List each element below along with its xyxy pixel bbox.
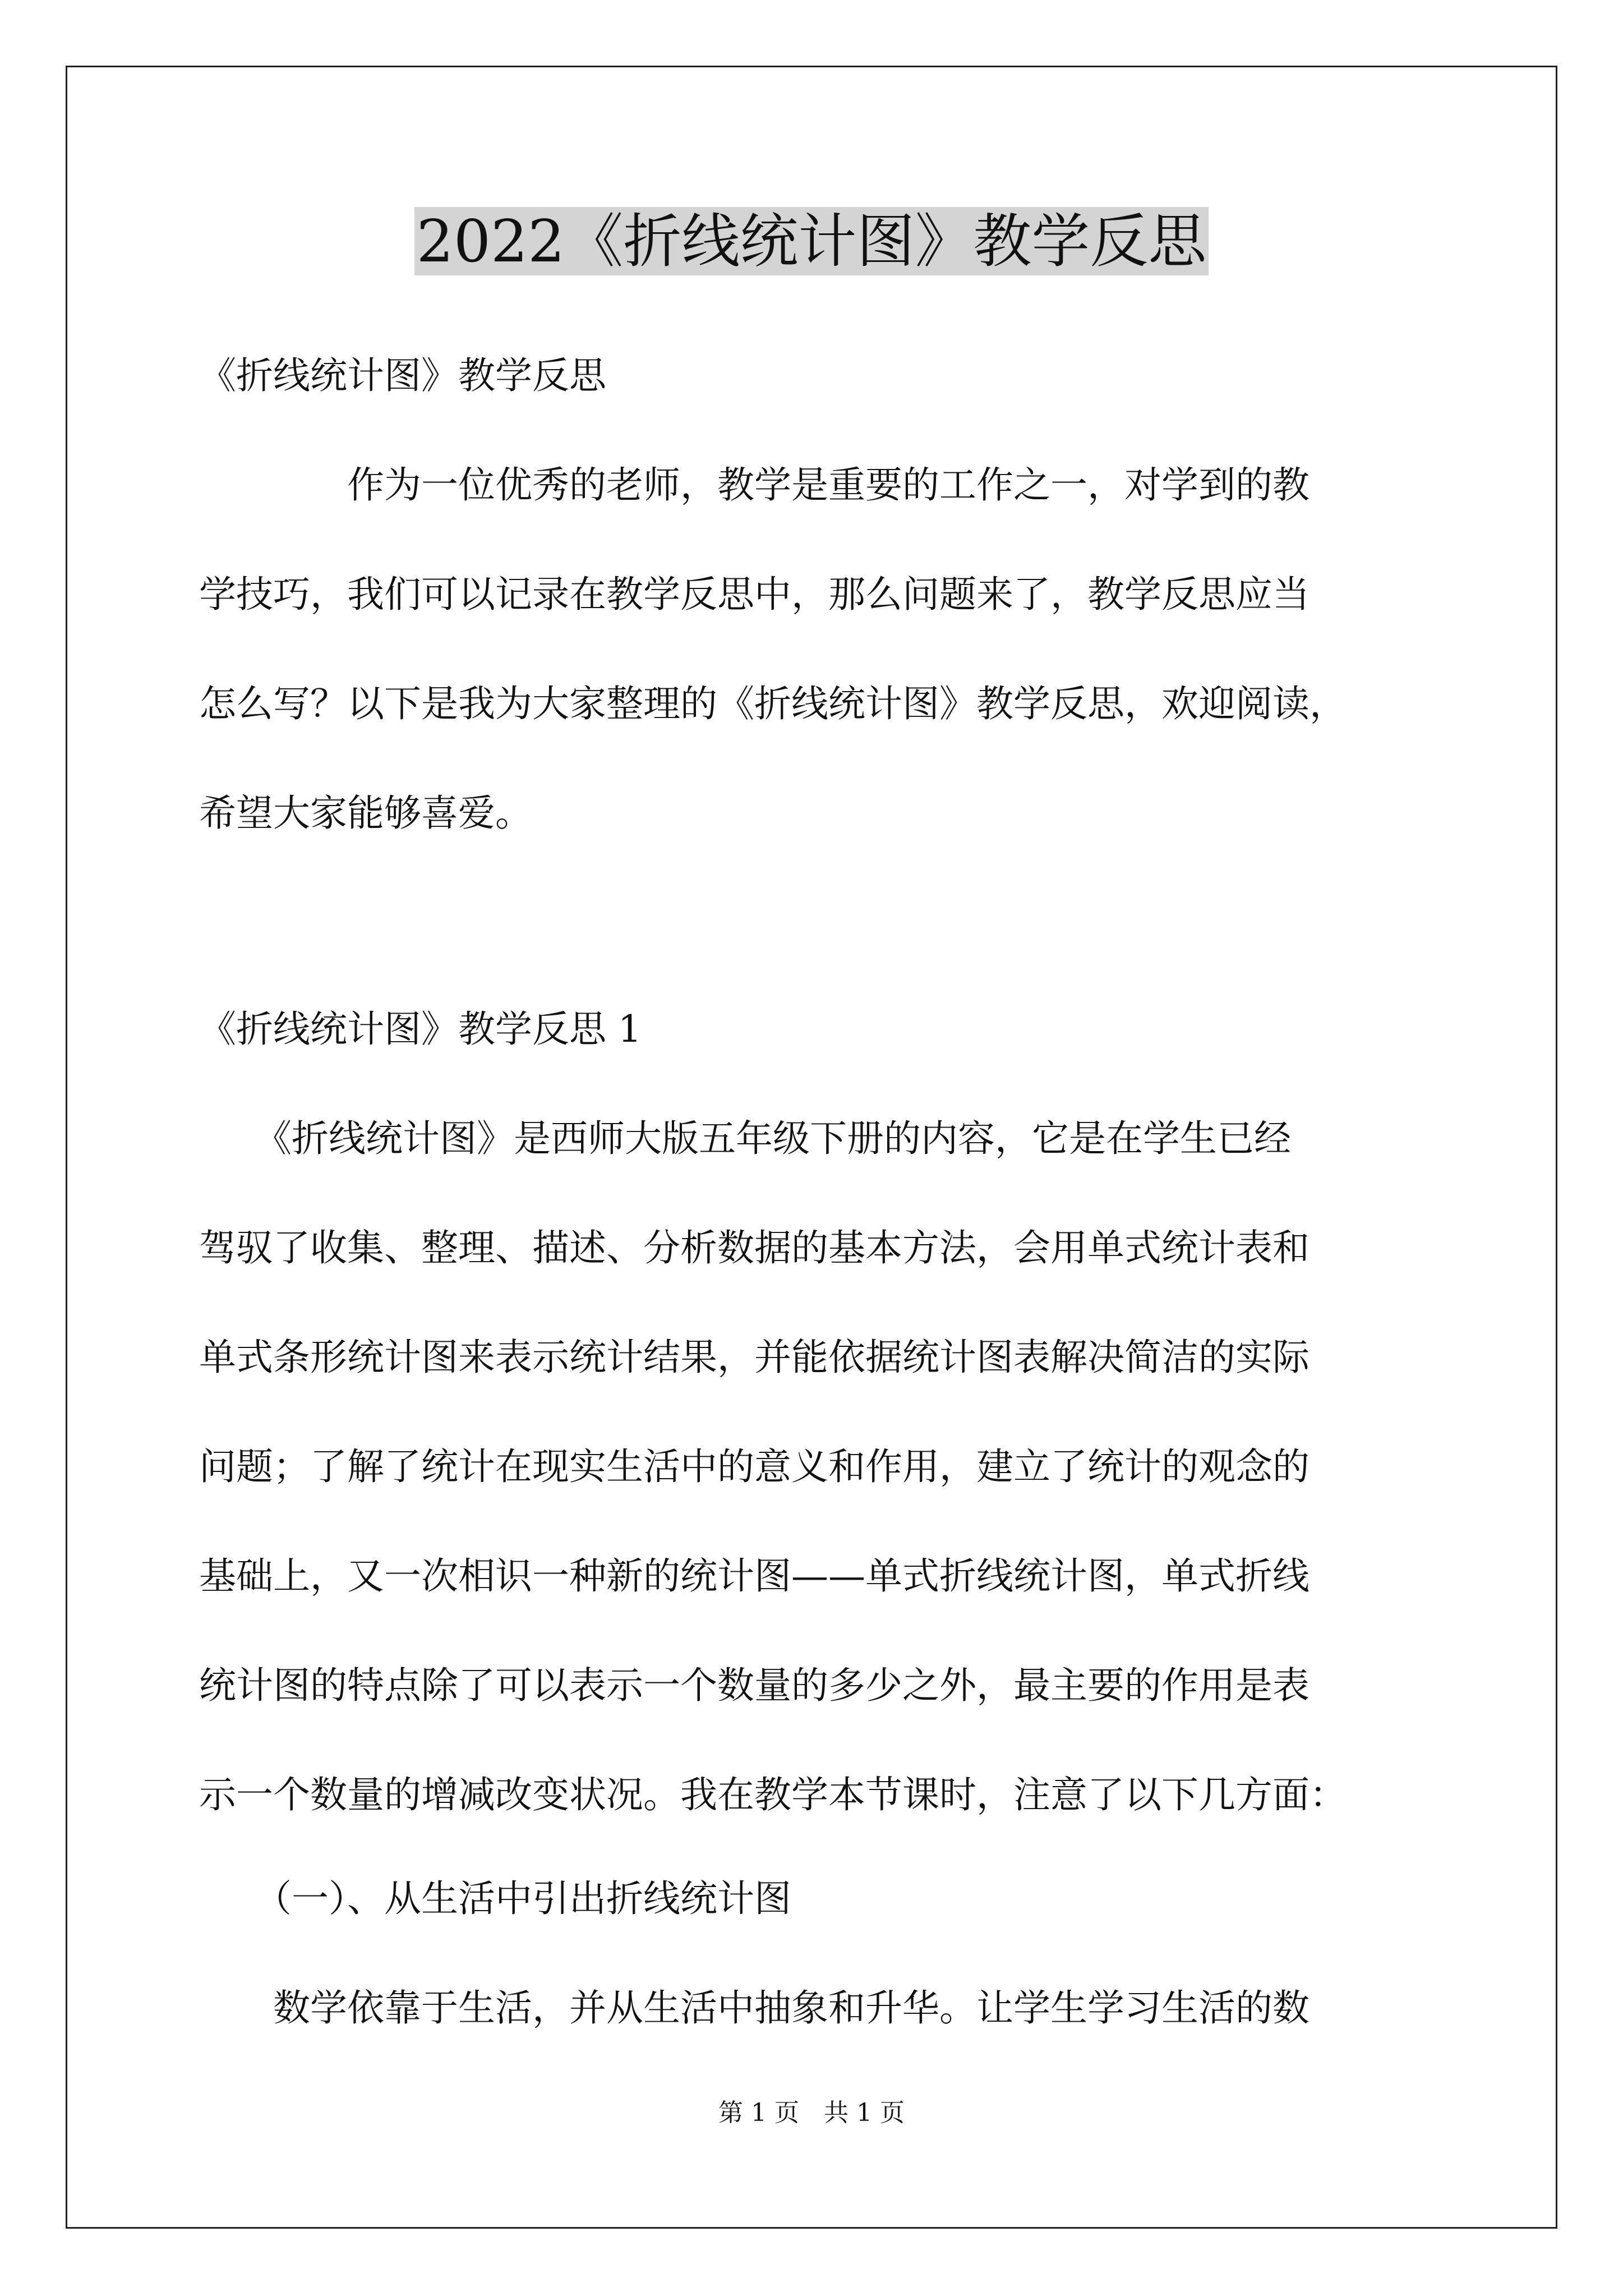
paragraph-line: 驾驭了收集、整理、描述、分析数据的基本方法，会用单式统计表和	[199, 1226, 1310, 1269]
document-title-text: 2022《折线统计图》教学反思	[414, 207, 1209, 275]
subsection-heading: （一）、从生活中引出折线统计图	[199, 1877, 791, 1920]
paragraph-line: 数学依靠于生活，并从生活中抽象和升华。让学生学习生活的数	[199, 1986, 1310, 2030]
paragraph-line: 单式条形统计图来表示统计结果，并能依据统计图表解决简洁的实际	[199, 1336, 1310, 1379]
page-footer: 第 1 页 共 1 页	[718, 2099, 905, 2127]
paragraph-line: 作为一位优秀的老师，教学是重要的工作之一，对学到的教	[199, 463, 1310, 507]
section-heading: 《折线统计图》教学反思 1	[199, 1007, 642, 1051]
section-heading: 《折线统计图》教学反思	[199, 354, 606, 397]
paragraph-line: 统计图的特点除了可以表示一个数量的多少之外，最主要的作用是表	[199, 1664, 1310, 1707]
paragraph-line: 学技巧，我们可以记录在教学反思中，那么问题来了，教学反思应当	[199, 573, 1310, 616]
paragraph-line: 问题；了解了统计在现实生活中的意义和作用，建立了统计的观念的	[199, 1445, 1310, 1488]
paragraph-line: 基础上，又一次相识一种新的统计图——单式折线统计图，单式折线	[199, 1554, 1310, 1598]
document-title	[0, 199, 1623, 283]
paragraph-line: 《折线统计图》是西师大版五年级下册的内容，它是在学生已经	[199, 1117, 1291, 1160]
paragraph-line: 怎么写？以下是我为大家整理的《折线统计图》教学反思，欢迎阅读，	[199, 682, 1347, 725]
paragraph-line: 示一个数量的增减改变状况。我在教学本节课时，注意了以下几方面：	[199, 1773, 1347, 1816]
paragraph-line: 希望大家能够喜爱。	[199, 792, 532, 835]
